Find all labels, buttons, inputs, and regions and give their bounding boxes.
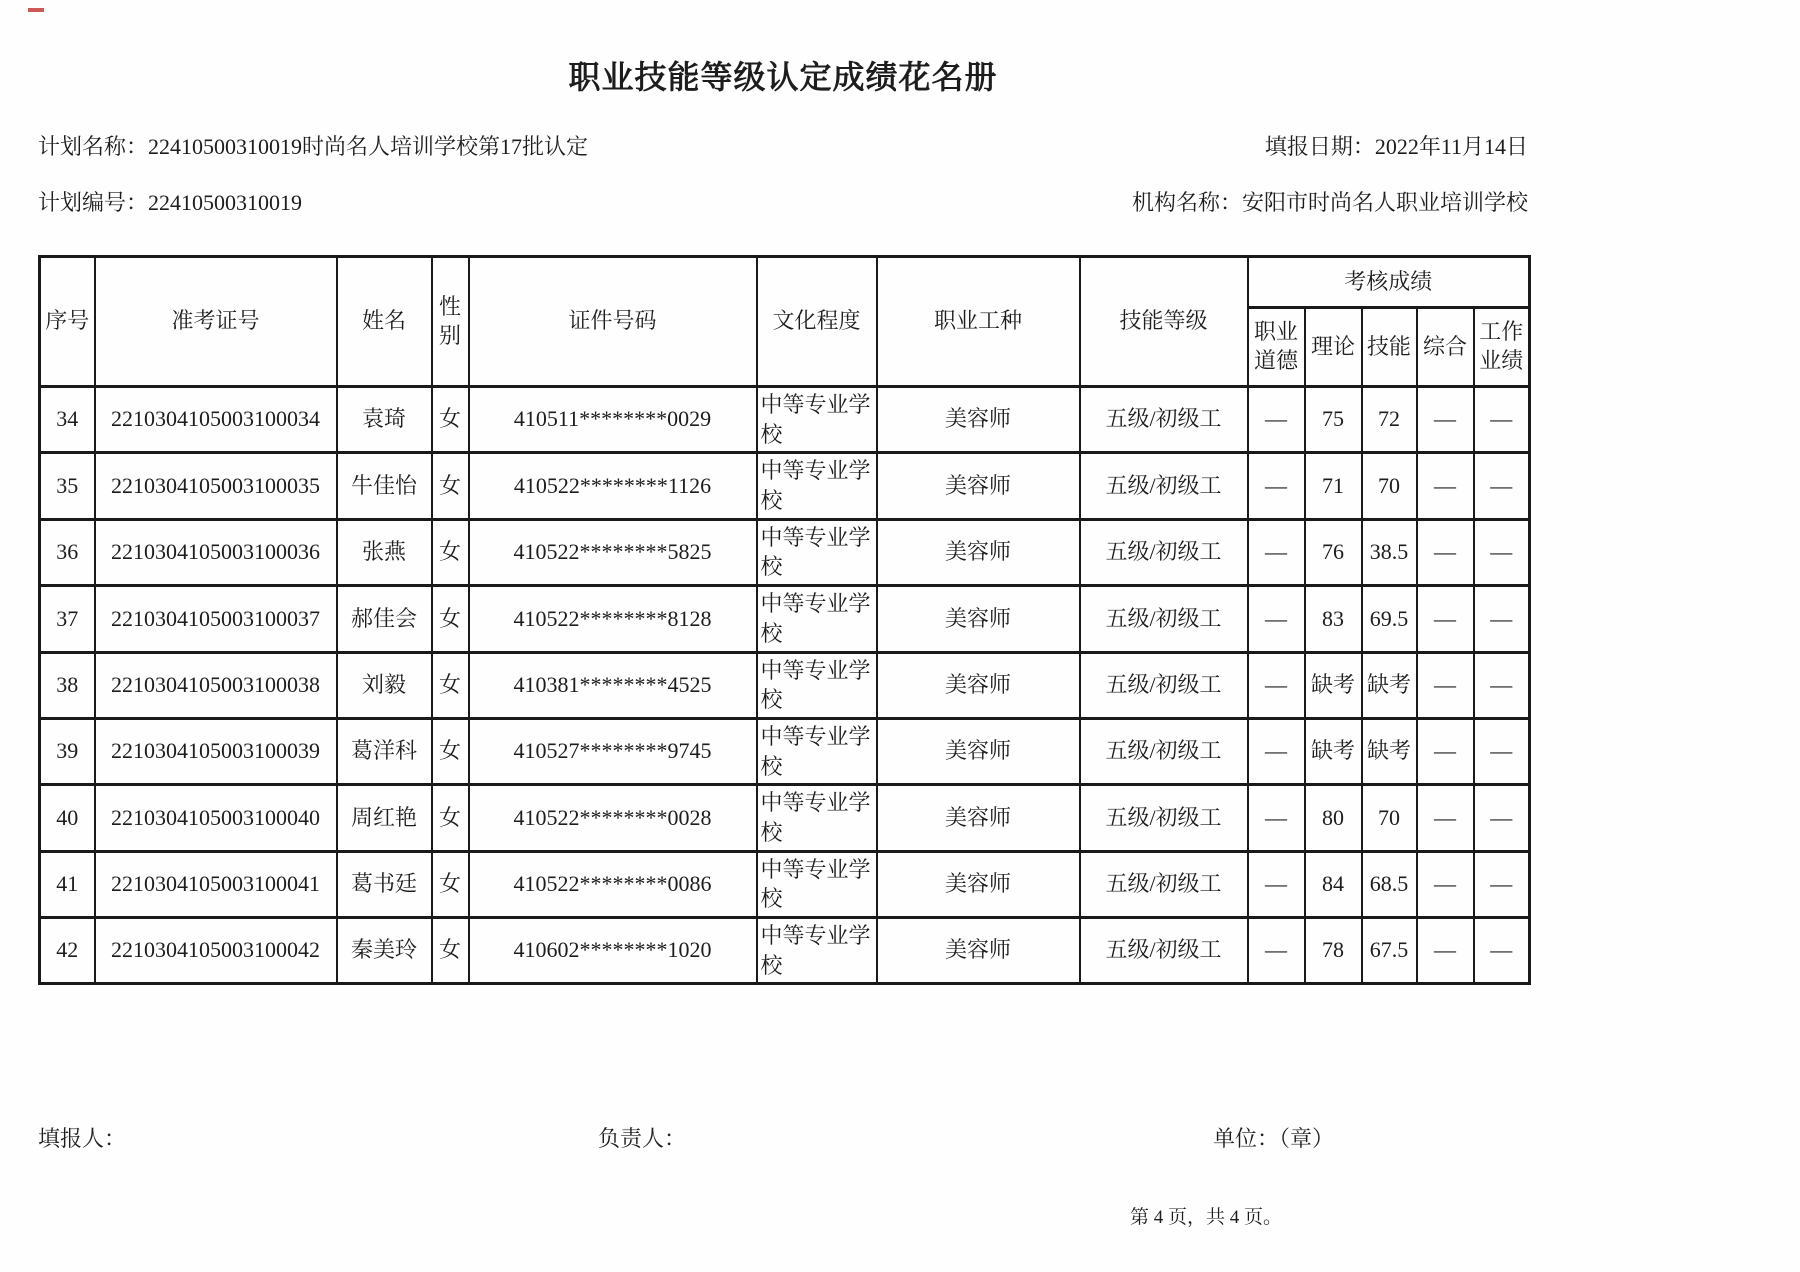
page-number: 第 4 页，共 4 页。 xyxy=(1130,1207,1283,1228)
cell-work-performance: — xyxy=(1474,851,1530,917)
cell-occupation: 美容师 xyxy=(877,453,1080,519)
cell-occupation: 美容师 xyxy=(877,785,1080,851)
cell-skill: 68.5 xyxy=(1362,851,1417,917)
cell-work-performance: — xyxy=(1474,718,1530,784)
cell-skill: 72 xyxy=(1362,387,1417,453)
cell-skill: 缺考 xyxy=(1362,652,1417,718)
cell-theory: 83 xyxy=(1305,586,1362,652)
cell-comprehensive: — xyxy=(1417,851,1474,917)
cell-exam-no: 2210304105003100042 xyxy=(95,918,337,984)
cell-seq: 42 xyxy=(40,918,95,984)
cell-exam-no: 2210304105003100034 xyxy=(95,387,337,453)
col-header-skill-level: 技能等级 xyxy=(1080,257,1248,387)
cell-theory: 76 xyxy=(1305,519,1362,585)
cell-seq: 41 xyxy=(40,851,95,917)
cell-work-performance: — xyxy=(1474,785,1530,851)
cell-education: 中等专业学校 xyxy=(757,586,877,652)
cell-ethics: — xyxy=(1248,586,1305,652)
cell-id-no: 410602********1020 xyxy=(469,918,757,984)
cell-work-performance: — xyxy=(1474,387,1530,453)
cell-name: 刘毅 xyxy=(337,652,432,718)
cell-work-performance: — xyxy=(1474,586,1530,652)
cell-ethics: — xyxy=(1248,453,1305,519)
cell-gender: 女 xyxy=(432,918,469,984)
cell-theory: 缺考 xyxy=(1305,718,1362,784)
cell-occupation: 美容师 xyxy=(877,718,1080,784)
table-row xyxy=(40,387,1530,453)
cell-work-performance: — xyxy=(1474,652,1530,718)
cell-skill-level: 五级/初级工 xyxy=(1080,586,1248,652)
cell-seq: 39 xyxy=(40,718,95,784)
cell-skill-level: 五级/初级工 xyxy=(1080,519,1248,585)
col-header-gender: 性别 xyxy=(432,257,469,387)
cell-education: 中等专业学校 xyxy=(757,918,877,984)
table-row xyxy=(40,718,1530,784)
col-header-occupation: 职业工种 xyxy=(877,257,1080,387)
col-header-id-no: 证件号码 xyxy=(469,257,757,387)
cell-occupation: 美容师 xyxy=(877,918,1080,984)
col-header-score-group: 考核成绩 xyxy=(1248,257,1530,308)
cell-ethics: — xyxy=(1248,387,1305,453)
col-header-comprehensive: 综合 xyxy=(1417,308,1474,387)
cell-name: 秦美玲 xyxy=(337,918,432,984)
plan-code: 计划编号：22410500310019 xyxy=(38,190,303,215)
table-row xyxy=(40,586,1530,652)
cell-id-no: 410522********5825 xyxy=(469,519,757,585)
cell-exam-no: 2210304105003100039 xyxy=(95,718,337,784)
cell-skill: 67.5 xyxy=(1362,918,1417,984)
cell-name: 张燕 xyxy=(337,519,432,585)
cell-name: 周红艳 xyxy=(337,785,432,851)
cell-occupation: 美容师 xyxy=(877,519,1080,585)
page-title: 职业技能等级认定成绩花名册 xyxy=(568,59,998,95)
cell-skill: 70 xyxy=(1362,453,1417,519)
cell-ethics: — xyxy=(1248,851,1305,917)
table-row xyxy=(40,519,1530,585)
cell-skill-level: 五级/初级工 xyxy=(1080,652,1248,718)
cell-name: 葛书廷 xyxy=(337,851,432,917)
cell-occupation: 美容师 xyxy=(877,851,1080,917)
cell-theory: 71 xyxy=(1305,453,1362,519)
cell-ethics: — xyxy=(1248,519,1305,585)
cell-theory: 80 xyxy=(1305,785,1362,851)
cell-theory: 缺考 xyxy=(1305,652,1362,718)
col-header-name: 姓名 xyxy=(337,257,432,387)
cell-seq: 36 xyxy=(40,519,95,585)
cell-gender: 女 xyxy=(432,586,469,652)
col-header-seq: 序号 xyxy=(40,257,95,387)
cell-exam-no: 2210304105003100041 xyxy=(95,851,337,917)
cell-comprehensive: — xyxy=(1417,718,1474,784)
col-header-education: 文化程度 xyxy=(757,257,877,387)
cell-seq: 38 xyxy=(40,652,95,718)
cell-occupation: 美容师 xyxy=(877,586,1080,652)
cell-seq: 34 xyxy=(40,387,95,453)
cell-gender: 女 xyxy=(432,519,469,585)
cell-education: 中等专业学校 xyxy=(757,453,877,519)
cell-id-no: 410381********4525 xyxy=(469,652,757,718)
cell-education: 中等专业学校 xyxy=(757,387,877,453)
cell-skill-level: 五级/初级工 xyxy=(1080,718,1248,784)
cell-comprehensive: — xyxy=(1417,652,1474,718)
unit-seal-label: 单位：（章） xyxy=(1213,1126,1335,1151)
table-body xyxy=(40,387,1530,984)
cell-gender: 女 xyxy=(432,851,469,917)
cell-theory: 78 xyxy=(1305,918,1362,984)
header-row-1 xyxy=(40,257,1530,308)
cell-gender: 女 xyxy=(432,387,469,453)
cell-seq: 35 xyxy=(40,453,95,519)
cell-skill: 69.5 xyxy=(1362,586,1417,652)
cell-skill-level: 五级/初级工 xyxy=(1080,785,1248,851)
cell-skill: 38.5 xyxy=(1362,519,1417,585)
report-date: 填报日期：2022年11月14日 xyxy=(1264,134,1528,159)
table-row xyxy=(40,453,1530,519)
cell-id-no: 410522********0028 xyxy=(469,785,757,851)
cell-id-no: 410511********0029 xyxy=(469,387,757,453)
cell-occupation: 美容师 xyxy=(877,652,1080,718)
meta-row-2 xyxy=(38,186,1528,217)
cell-exam-no: 2210304105003100036 xyxy=(95,519,337,585)
cell-id-no: 410522********1126 xyxy=(469,453,757,519)
cell-ethics: — xyxy=(1248,785,1305,851)
table-row xyxy=(40,851,1530,917)
cell-gender: 女 xyxy=(432,718,469,784)
score-roster-table xyxy=(38,255,1531,985)
scan-artifact xyxy=(28,8,44,12)
filler-signature-label: 填报人： xyxy=(38,1126,127,1151)
plan-name: 计划名称：22410500310019时尚名人培训学校第17批认定 xyxy=(38,134,589,159)
cell-name: 牛佳怡 xyxy=(337,453,432,519)
cell-work-performance: — xyxy=(1474,918,1530,984)
cell-skill-level: 五级/初级工 xyxy=(1080,387,1248,453)
cell-name: 郝佳会 xyxy=(337,586,432,652)
cell-comprehensive: — xyxy=(1417,918,1474,984)
cell-gender: 女 xyxy=(432,453,469,519)
cell-education: 中等专业学校 xyxy=(757,718,877,784)
cell-skill: 70 xyxy=(1362,785,1417,851)
cell-education: 中等专业学校 xyxy=(757,785,877,851)
cell-exam-no: 2210304105003100038 xyxy=(95,652,337,718)
cell-ethics: — xyxy=(1248,652,1305,718)
cell-skill-level: 五级/初级工 xyxy=(1080,453,1248,519)
cell-occupation: 美容师 xyxy=(877,387,1080,453)
cell-seq: 37 xyxy=(40,586,95,652)
col-header-skill: 技能 xyxy=(1362,308,1417,387)
cell-work-performance: — xyxy=(1474,453,1530,519)
cell-comprehensive: — xyxy=(1417,586,1474,652)
cell-seq: 40 xyxy=(40,785,95,851)
cell-comprehensive: — xyxy=(1417,519,1474,585)
col-header-work-performance: 工作业绩 xyxy=(1474,308,1530,387)
cell-id-no: 410522********8128 xyxy=(469,586,757,652)
col-header-exam-no: 准考证号 xyxy=(95,257,337,387)
cell-work-performance: — xyxy=(1474,519,1530,585)
cell-ethics: — xyxy=(1248,918,1305,984)
cell-gender: 女 xyxy=(432,652,469,718)
cell-education: 中等专业学校 xyxy=(757,851,877,917)
cell-theory: 75 xyxy=(1305,387,1362,453)
cell-name: 袁琦 xyxy=(337,387,432,453)
cell-comprehensive: — xyxy=(1417,453,1474,519)
cell-skill-level: 五级/初级工 xyxy=(1080,851,1248,917)
cell-theory: 84 xyxy=(1305,851,1362,917)
table-row xyxy=(40,918,1530,984)
cell-education: 中等专业学校 xyxy=(757,519,877,585)
org-name: 机构名称：安阳市时尚名人职业培训学校 xyxy=(1131,190,1528,215)
meta-row-1 xyxy=(38,130,1528,161)
cell-exam-no: 2210304105003100040 xyxy=(95,785,337,851)
manager-signature-label: 负责人： xyxy=(598,1126,687,1151)
col-header-ethics: 职业道德 xyxy=(1248,308,1305,387)
cell-name: 葛洋科 xyxy=(337,718,432,784)
cell-id-no: 410522********0086 xyxy=(469,851,757,917)
cell-education: 中等专业学校 xyxy=(757,652,877,718)
cell-ethics: — xyxy=(1248,718,1305,784)
table-row xyxy=(40,652,1530,718)
cell-exam-no: 2210304105003100035 xyxy=(95,453,337,519)
cell-comprehensive: — xyxy=(1417,387,1474,453)
cell-comprehensive: — xyxy=(1417,785,1474,851)
table-row xyxy=(40,785,1530,851)
cell-gender: 女 xyxy=(432,785,469,851)
cell-skill: 缺考 xyxy=(1362,718,1417,784)
cell-skill-level: 五级/初级工 xyxy=(1080,918,1248,984)
cell-id-no: 410527********9745 xyxy=(469,718,757,784)
col-header-theory: 理论 xyxy=(1305,308,1362,387)
cell-exam-no: 2210304105003100037 xyxy=(95,586,337,652)
